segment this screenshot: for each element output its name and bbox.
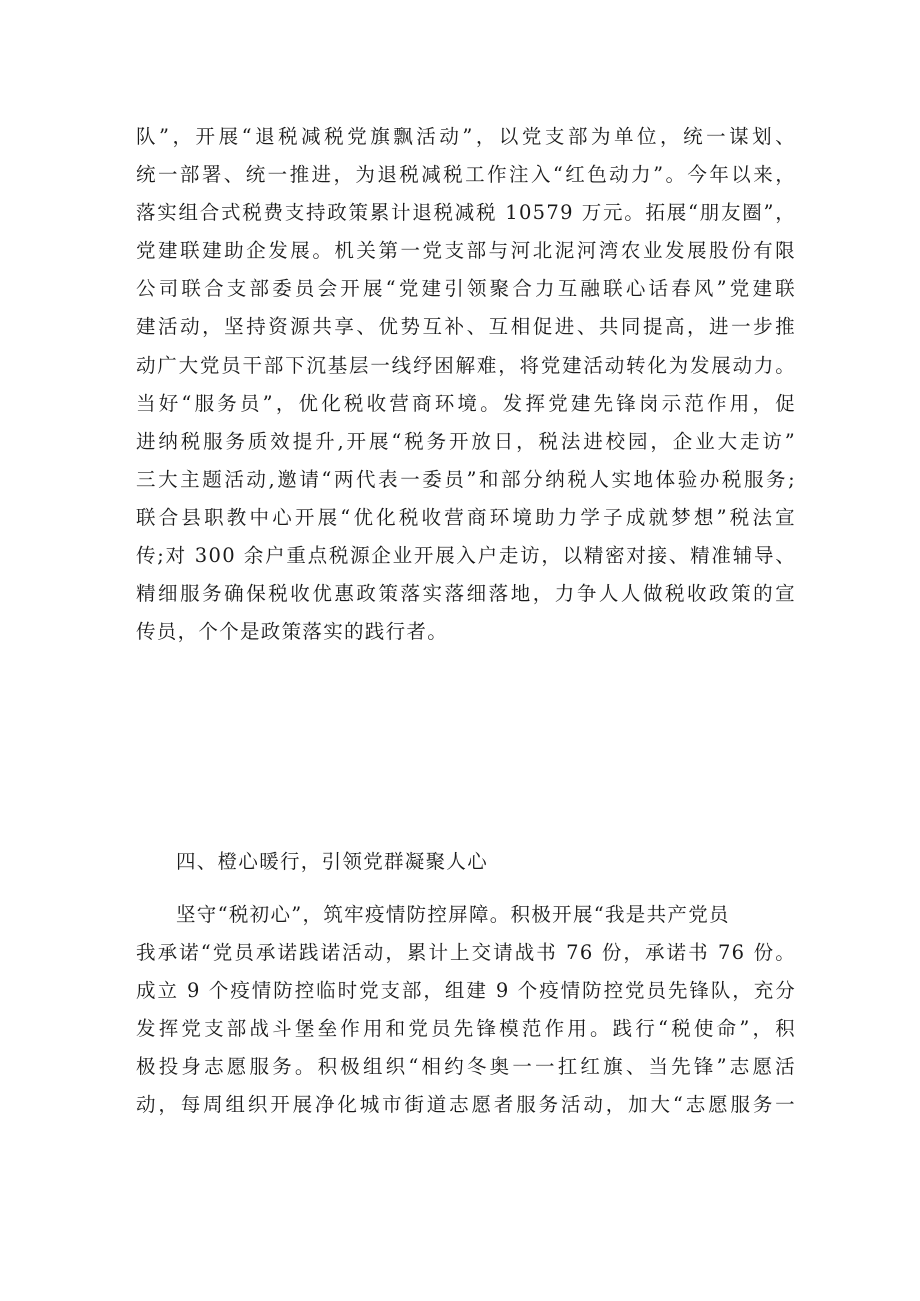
section-heading — [176, 843, 836, 881]
text-line: 动，每周组织开展净化城市街道志愿者服务活动，加大“志愿服务一 — [136, 1093, 796, 1117]
text-line: 传;对 300 余户重点税源企业开展入户走访，以精密对接、精准辅导、 — [136, 544, 796, 568]
text-line: 三大主题活动,邀请“两代表一委员”和部分纳税人实地体验办税服务; — [136, 467, 796, 491]
text-line: 成立 9 个疫情防控临时党支部，组建 9 个疫情防控党员先锋队，充分 — [136, 979, 796, 1003]
text-line: 我承诺“党员承诺践诺活动，累计上交请战书 76 份，承诺书 76 份。 — [136, 941, 796, 965]
body-paragraph-1 — [136, 118, 796, 651]
text-line: 建活动，坚持资源共享、优势互补、互相促进、共同提高，进一步推 — [136, 315, 796, 339]
text-line: 队”，开展“退税减税党旗飘活动”，以党支部为单位，统一谋划、 — [136, 125, 796, 148]
text-line: 落实组合式税费支持政策累计退税减税 10579 万元。拓展“朋友圈”， — [136, 201, 796, 225]
text-line: 精细服务确保税收优惠政策落实落细落地，力争人人做税收政策的宣 — [136, 582, 796, 606]
text-line: 动广大党员干部下沉基层一线纾困解难，将党建活动转化为发展动力。 — [136, 353, 796, 377]
text-line: 联合县职教中心开展“优化税收营商环境助力学子成就梦想”税法宣 — [136, 505, 796, 529]
body-paragraph-2 — [136, 896, 796, 1125]
text-line: 发挥党支部战斗堡垒作用和党员先锋模范作用。践行“税使命”，积 — [136, 1017, 796, 1041]
text-line: 传员，个个是政策落实的践行者。 — [136, 620, 449, 644]
text-line: 统一部署、统一推进，为退税减税工作注入“红色动力”。今年以来， — [136, 163, 796, 187]
text-line: 当好“服务员”，优化税收营商环境。发挥党建先锋岗示范作用，促 — [136, 391, 796, 415]
text-line: 党建联建助企发展。机关第一党支部与河北泥河湾农业发展股份有限 — [136, 239, 796, 263]
text-line: 进纳税服务质效提升,开展“税务开放日，税法进校园，企业大走访” — [136, 429, 796, 453]
text-line: 极投身志愿服务。积极组织“相约冬奥一一扛红旗、当先锋”志愿活 — [136, 1055, 796, 1079]
text-line: 坚守“税初心”，筑牢疫情防控屏障。积极开展“我是共产党员 — [176, 903, 730, 926]
text-line: 公司联合支部委员会开展“党建引领聚合力互融联心话春风”党建联 — [136, 277, 796, 301]
section-heading-text: 四、橙心暖行，引领党群凝聚人心 — [176, 850, 489, 873]
